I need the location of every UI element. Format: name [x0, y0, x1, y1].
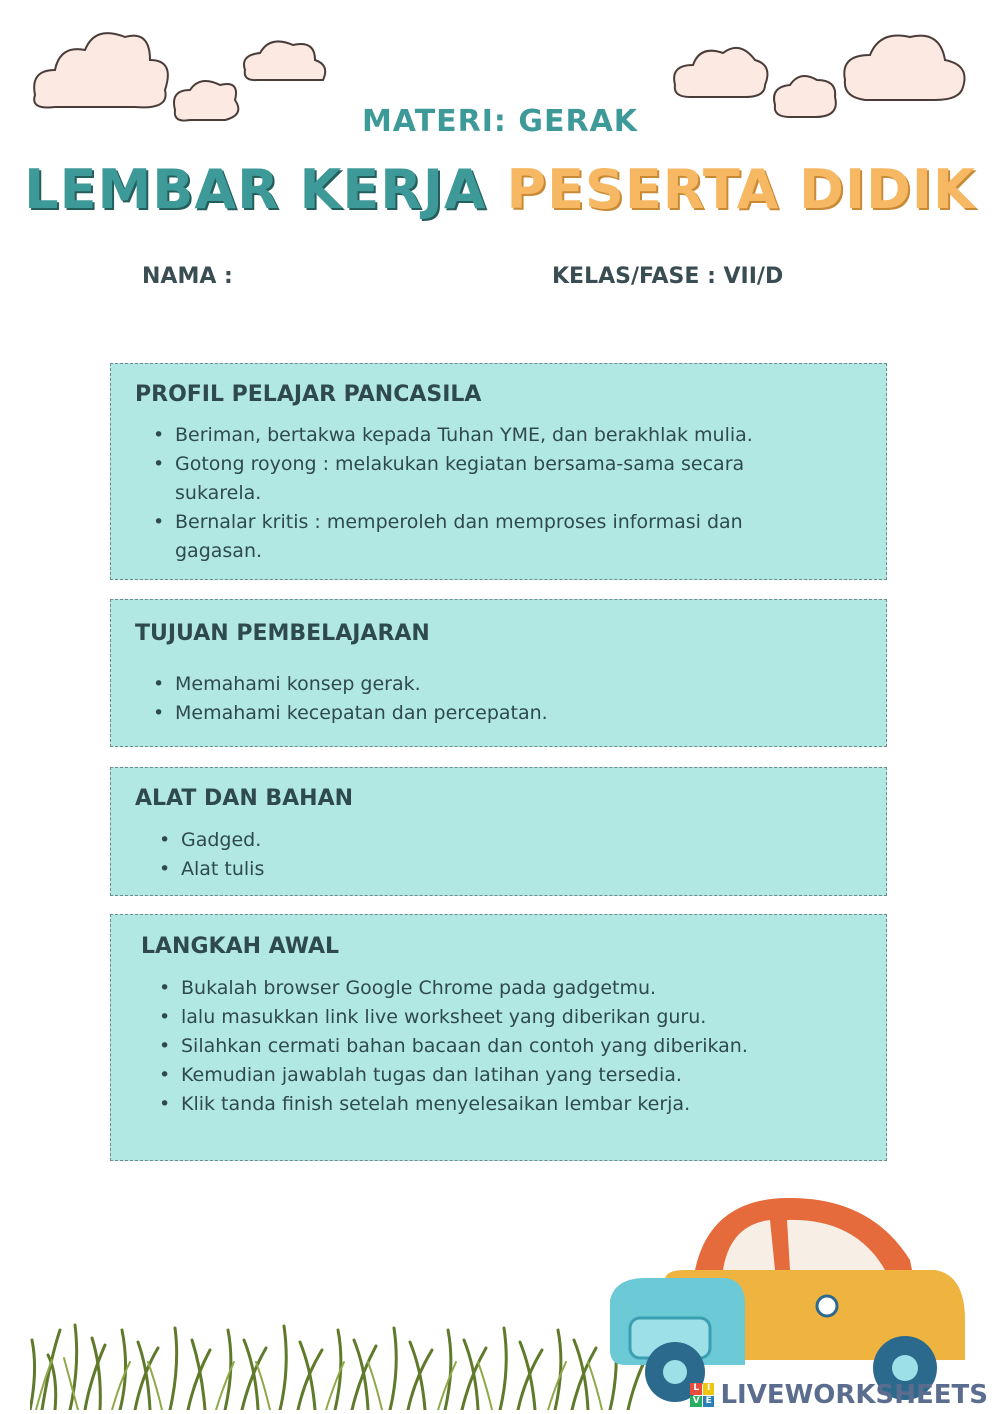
list-item: • Bukalah browser Google Chrome pada gadgetmu.: [159, 974, 879, 1003]
list-item: • Klik tanda finish setelah menyelesaikan lembar kerja.: [159, 1090, 879, 1119]
list-item: • Silahkan cermati bahan bacaan dan contoh yang diberikan.: [159, 1032, 879, 1061]
list-item: • Bernalar kritis : memperoleh dan memproses informasi dan gagasan.: [153, 508, 823, 566]
list-item: • Gadged.: [159, 826, 859, 855]
section-profil-pelajar: [110, 363, 887, 580]
section-alat-dan-bahan: [110, 767, 887, 896]
section-list: [153, 421, 823, 566]
watermark-text: LIVEWORKSHEETS: [720, 1380, 988, 1410]
list-item: • Gotong royong : melakukan kegiatan bersama-sama secara sukarela.: [153, 450, 823, 508]
logo-letter: L: [690, 1383, 702, 1395]
car-illustration: [605, 1190, 980, 1405]
section-heading: ALAT DAN BAHAN: [135, 786, 354, 811]
subtitle: MATERI: GERAK: [361, 104, 639, 139]
kelas-field: KELAS/FASE : VII/D: [552, 264, 784, 289]
list-item: • lalu masukkan link live worksheet yang diberikan guru.: [159, 1003, 879, 1032]
list-item: • Memahami konsep gerak.: [153, 670, 853, 699]
section-list: [153, 670, 853, 728]
section-tujuan-pembelajaran: [110, 599, 887, 747]
liveworksheets-logo-icon: [690, 1383, 714, 1407]
section-list: [159, 826, 859, 884]
list-item: • Alat tulis: [159, 855, 859, 884]
page-title: [0, 158, 1000, 221]
liveworksheets-watermark: [690, 1380, 988, 1410]
logo-letter: I: [703, 1383, 715, 1395]
list-item: • Memahami kecepatan dan percepatan.: [153, 699, 853, 728]
section-heading: PROFIL PELAJAR PANCASILA: [135, 382, 482, 407]
logo-letter: E: [703, 1396, 715, 1408]
title-part-1: LEMBAR KERJA: [24, 158, 487, 221]
section-langkah-awal: [110, 914, 887, 1161]
logo-letter: V: [690, 1396, 702, 1408]
title-part-2: PESERTA DIDIK: [506, 158, 976, 221]
list-item: • Beriman, bertakwa kepada Tuhan YME, dan berakhlak mulia.: [153, 421, 823, 450]
section-heading: TUJUAN PEMBELAJARAN: [135, 621, 430, 646]
nama-field: NAMA :: [142, 264, 233, 289]
list-item: • Kemudian jawablah tugas dan latihan yang tersedia.: [159, 1061, 879, 1090]
section-list: [159, 974, 879, 1119]
section-heading: LANGKAH AWAL: [141, 934, 340, 959]
